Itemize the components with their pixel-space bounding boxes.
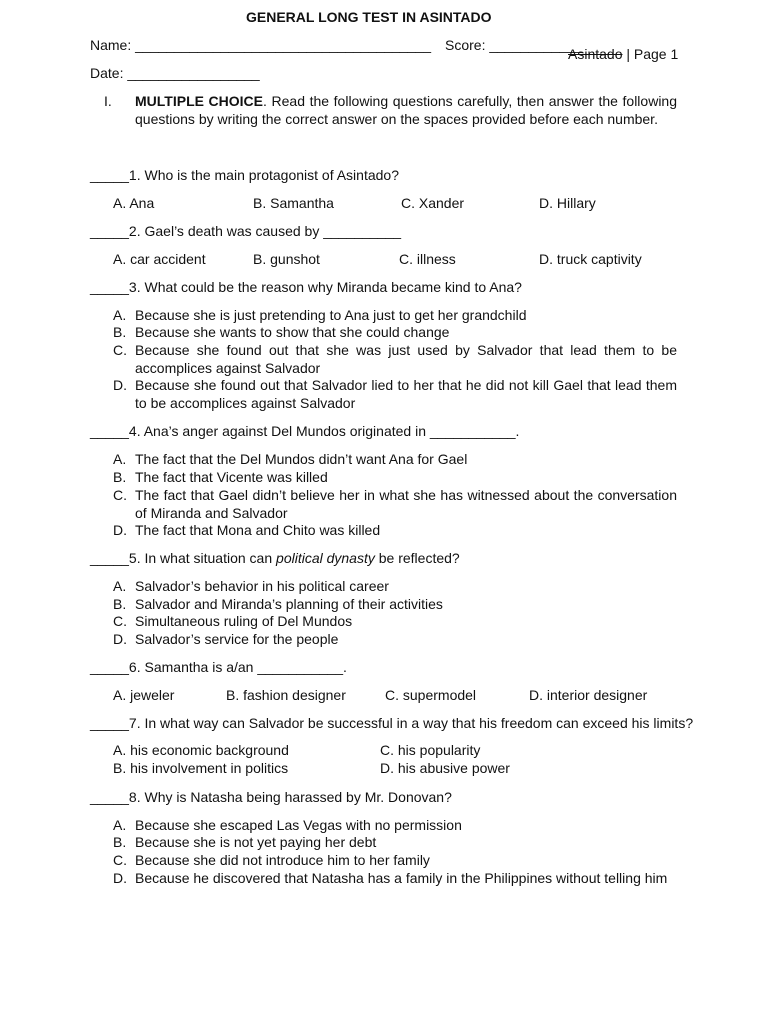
q3-option-b: Because she wants to show that she could change <box>135 324 450 340</box>
q1-option-b: B. Samantha <box>253 195 334 211</box>
section-instructions <box>135 92 677 128</box>
q7-option-d: D. his abusive power <box>380 760 510 776</box>
q6-option-a: A. jeweler <box>113 687 175 703</box>
q4-letter-a: A. <box>113 451 127 467</box>
q2-option-c: C. illness <box>399 251 456 267</box>
question-2: _____2. Gael’s death was caused by __________ <box>90 223 402 239</box>
q8-letter-b: B. <box>113 834 127 850</box>
score-field-label: Score: ____________ <box>445 37 583 53</box>
section-heading: MULTIPLE CHOICE <box>135 93 264 109</box>
q4-option-d: The fact that Mona and Chito was killed <box>135 522 381 538</box>
q6-option-c: C. supermodel <box>385 687 477 703</box>
q4-letter-c: C. <box>113 487 127 503</box>
question-6: _____6. Samantha is a/an ___________. <box>90 659 347 675</box>
q4-letter-b: B. <box>113 469 127 485</box>
question-1: _____1. Who is the main protagonist of Asintado? <box>90 167 399 183</box>
q3-option-c: Because she found out that she was just used by Salvador that lead them to be accomplices against Salvador <box>135 342 677 376</box>
q3-letter-d: D. <box>113 377 127 393</box>
q3-letter-c: C. <box>113 342 127 358</box>
q6-option-b: B. fashion designer <box>226 687 346 703</box>
q8-option-c: Because she did not introduce him to her family <box>135 852 430 868</box>
q3-letter-a: A. <box>113 307 127 323</box>
question-5-italic-term: political dynasty <box>276 550 375 566</box>
q5-option-b: Salvador and Miranda’s planning of their activities <box>135 596 443 612</box>
section-numeral: I. <box>104 93 112 109</box>
q8-option-b: Because she is not yet paying her debt <box>135 834 377 850</box>
q3-option-a: Because she is just pretending to Ana just to get her grandchild <box>135 307 527 323</box>
q4-letter-d: D. <box>113 522 127 538</box>
q2-option-d: D. truck captivity <box>539 251 642 267</box>
q5-option-c: Simultaneous ruling of Del Mundos <box>135 613 353 629</box>
page-header-name: Asintado <box>568 46 623 62</box>
q4-option-a: The fact that the Del Mundos didn’t want Ana for Gael <box>135 451 468 467</box>
page-title: GENERAL LONG TEST IN ASINTADO <box>246 9 492 25</box>
q8-letter-a: A. <box>113 817 127 833</box>
q5-option-d: Salvador’s service for the people <box>135 631 339 647</box>
q4-option-c: The fact that Gael didn’t believe her in what she has witnessed about the conversation of Miranda and Salvador <box>135 487 677 521</box>
q3-option-d: Because she found out that Salvador lied to her that he did not kill Gael that lead them to be accomplices against Salvador <box>135 377 677 411</box>
q3-letter-b: B. <box>113 324 127 340</box>
question-7: _____7. In what way can Salvador be successful in a way that his freedom can exceed his limits? <box>90 715 694 731</box>
q5-option-a: Salvador’s behavior in his political career <box>135 578 389 594</box>
q1-option-a: A. Ana <box>113 195 155 211</box>
q7-option-c: C. his popularity <box>380 742 481 758</box>
question-4: _____4. Ana’s anger against Del Mundos originated in ___________. <box>90 423 520 439</box>
question-3: _____3. What could be the reason why Miranda became kind to Ana? <box>90 279 522 295</box>
q5-letter-c: C. <box>113 613 127 629</box>
question-5-text-start: _____5. In what situation can <box>90 550 277 566</box>
instructions-text: . Read the following questions carefully, then answer the following questions by writing the correct answer on the spaces provided before each number. <box>135 93 678 127</box>
name-field-label: Name: ______________________________________ <box>90 37 431 53</box>
page-indicator <box>568 46 678 63</box>
q7-option-b: B. his involvement in politics <box>113 760 289 776</box>
q1-option-c: C. Xander <box>401 195 465 211</box>
q4-option-b: The fact that Vicente was killed <box>135 469 328 485</box>
q8-letter-c: C. <box>113 852 127 868</box>
q1-option-d: D. Hillary <box>539 195 596 211</box>
q6-option-d: D. interior designer <box>529 687 648 703</box>
q5-letter-a: A. <box>113 578 127 594</box>
q8-letter-d: D. <box>113 870 127 886</box>
question-5-text-end: be reflected? <box>374 550 460 566</box>
q5-letter-b: B. <box>113 596 127 612</box>
question-8: _____8. Why is Natasha being harassed by Mr. Donovan? <box>90 789 452 805</box>
q7-option-a: A. his economic background <box>113 742 289 758</box>
q5-letter-d: D. <box>113 631 127 647</box>
date-field-label: Date: _________________ <box>90 65 260 81</box>
q2-option-a: A. car accident <box>113 251 206 267</box>
question-5 <box>90 550 460 567</box>
page-number: | Page 1 <box>626 46 679 62</box>
q8-option-a: Because she escaped Las Vegas with no permission <box>135 817 462 833</box>
q8-option-d: Because he discovered that Natasha has a family in the Philippines without telling him <box>135 870 668 886</box>
q2-option-b: B. gunshot <box>253 251 320 267</box>
